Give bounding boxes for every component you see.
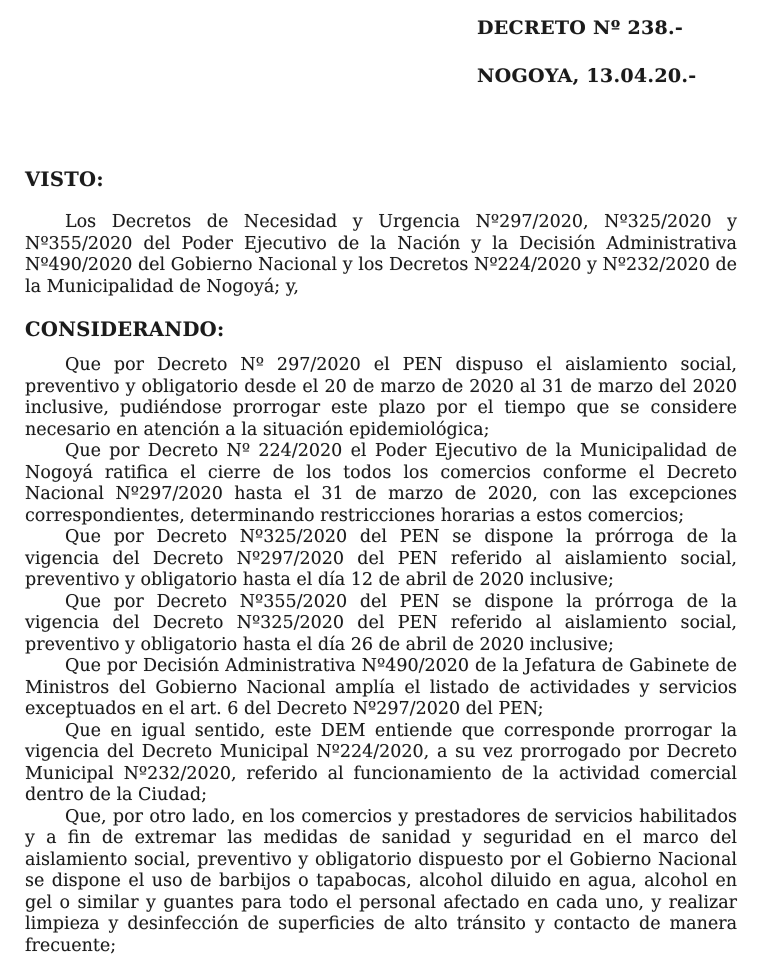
considerando-paragraph-3: Que por Decreto Nº325/2020 del PEN se dispone la prórroga de la vigencia del Decreto Nº297/2020 del PEN referido al aislamiento social, preventivo y obligatorio hasta el día 12 de abril de 2020 inclusive; <box>25 527 737 590</box>
section-heading-considerando: CONSIDERANDO: <box>25 318 225 341</box>
considerando-paragraph-5: Que por Decisión Administrativa Nº490/2020 de la Jefatura de Gabinete de Ministros del Gobierno Nacional amplía el listado de actividades y servicios exceptuados en el art. 6 del Decreto Nº297/2020 del PEN; <box>25 656 737 719</box>
considerando-paragraph-7: Que, por otro lado, en los comercios y prestadores de servicios habilitados y a fin de extremar las medidas de sanidad y seguridad en el marco del aislamiento social, preventivo y obligatorio dispuesto por el Gobierno Nacional se dispone el uso de barbijos o tapabocas, alcohol diluido en agua, alcohol en gel o similar y guantes para todo el personal afectado en cada uno, y realizar limpieza y desinfección de superficies de alto tránsito y contacto de manera frecuente; <box>25 806 737 956</box>
considerando-paragraph-4: Que por Decreto Nº355/2020 del PEN se dispone la prórroga de la vigencia del Decreto Nº325/2020 del PEN referido al aislamiento social, preventivo y obligatorio hasta el día 26 de abril de 2020 inclusive; <box>25 591 737 655</box>
document-header <box>477 17 737 88</box>
section-considerando <box>25 318 737 957</box>
decree-number: DECRETO Nº 238.- <box>477 17 684 39</box>
place-date: NOGOYA, 13.04.20.- <box>477 65 697 87</box>
section-heading-visto: VISTO: <box>25 168 104 191</box>
considerando-paragraph-2: Que por Decreto Nº 224/2020 el Poder Ejecutivo de la Municipalidad de Nogoyá ratifica el cierre de los todos los comercios conforme el Decreto Nacional Nº297/2020 hasta el 31 de marzo de 2020, con las excepciones correspondientes, determinando restricciones horarias a estos comercios; <box>25 441 737 526</box>
visto-paragraph: Los Decretos de Necesidad y Urgencia Nº297/2020, Nº325/2020 y Nº355/2020 del Poder Ejecutivo de la Nación y la Decisión Administrativa Nº490/2020 del Gobierno Nacional y los Decretos Nº224/2020 y Nº232/2020 de la Municipalidad de Nogoyá; y, <box>25 212 737 297</box>
considerando-paragraph-1: Que por Decreto Nº 297/2020 el PEN dispuso el aislamiento social, preventivo y obligatorio desde el 20 de marzo de 2020 al 31 de marzo del 2020 inclusive, pudiéndose prorrogar este plazo por el tiempo que se considere necesario en atención a la situación epidemiológica; <box>25 355 737 440</box>
section-visto <box>25 168 737 298</box>
considerando-paragraph-6: Que en igual sentido, este DEM entiende que corresponde prorrogar la vigencia del Decreto Municipal Nº224/2020, a su vez prorrogado por Decreto Municipal Nº232/2020, referido al funcionamiento de la actividad comercial dentro de la Ciudad; <box>25 720 737 805</box>
